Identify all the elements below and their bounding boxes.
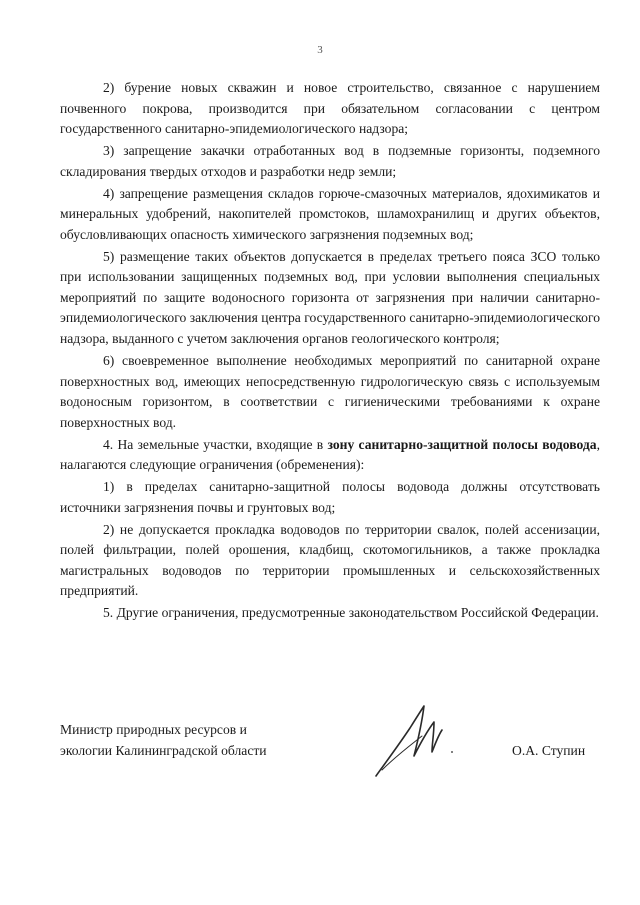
paragraph: 1) в пределах санитарно-защитной полосы водовода должны отсутствовать источники загрязнения почвы и грунтовых вод;	[60, 479, 600, 515]
signatory-title-line: экологии Калининградской области	[60, 742, 267, 758]
paragraph-water-pipeline-zone	[60, 435, 600, 476]
handwritten-signature	[368, 700, 468, 780]
paragraph: 4) запрещение размещения складов горюче-смазочных материалов, ядохимикатов и минеральных удобрений, накопителей промстоков, шламохранилищ и других объектов, обусловливающих опасность химического загрязнения подземных вод;	[60, 185, 600, 242]
signatory-title	[60, 720, 267, 761]
paragraph: 2) не допускается прокладка водоводов по территории свалок, полей ассенизации, полей фильтрации, полей орошения, кладбищ, скотомогильников, а также прокладка магистральных водоводов по территории промышленных и сельскохозяйственных предприятий.	[60, 521, 600, 599]
page-number: 3	[317, 44, 323, 56]
paragraph: 3) запрещение закачки отработанных вод в подземные горизонты, подземного складирования твердых отходов и разработки недр земли;	[60, 143, 600, 179]
paragraph-bold-term: зону санитарно-защитной полосы водовода	[327, 436, 597, 452]
paragraph: 5) размещение таких объектов допускается в пределах третьего пояса ЗСО только при использовании защищенных подземных вод, при условии выполнения специальных мероприятий по защите водоносного горизонта от загрязнения при наличии санитарно-эпидемиологического заключения центра государственного санитарно-эпидемиологического надзора, выданного с учетом заключения органов геологического контроля;	[60, 248, 600, 347]
signatory-name: О.А. Ступин	[512, 743, 586, 758]
paragraph-text: 4. На земельные участки, входящие в	[103, 436, 328, 452]
paragraph: 5. Другие ограничения, предусмотренные законодательством Российской Федерации.	[103, 605, 599, 621]
paragraph: 2) бурение новых скважин и новое строительство, связанное с нарушением почвенного покрова, производится при обязательном согласовании с центром государственного санитарно-эпидемиологического надзора;	[60, 80, 600, 137]
paragraph-text: , налагаются следующие ограничения (обременения):	[60, 436, 600, 473]
paragraph: 6) своевременное выполнение необходимых мероприятий по санитарной охране поверхностных вод, имеющих непосредственную гидрологическую связь с используемым водоносным горизонтом, в соответствии с гигиеническими требованиями к охране поверхностных вод.	[60, 352, 600, 430]
document-body	[60, 78, 600, 625]
signatory-title-line: Министр природных ресурсов и	[60, 722, 247, 737]
